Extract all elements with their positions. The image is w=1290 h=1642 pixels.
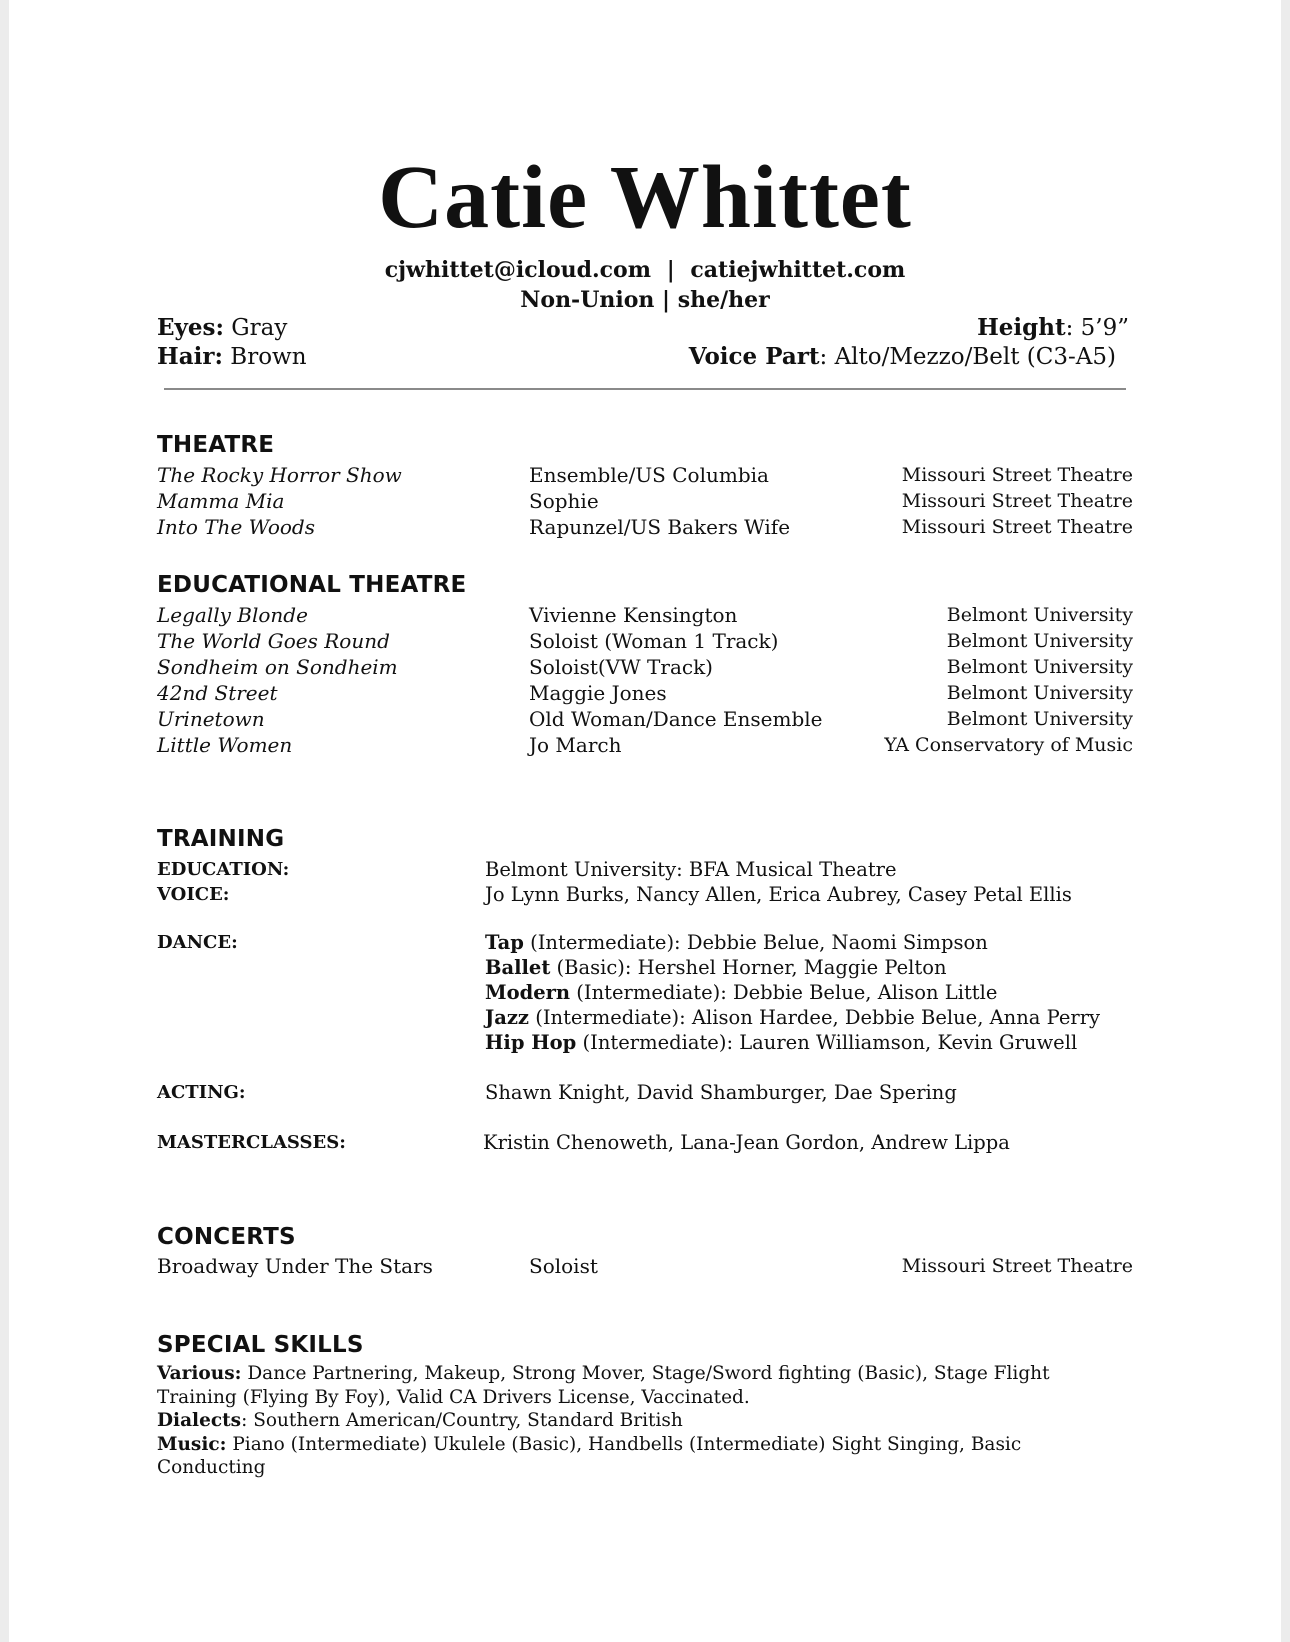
dance-style: Jazz [485,1006,530,1029]
contact-line [0,256,1290,284]
credit-venue: Belmont University [946,630,1133,652]
voice-part-stat [689,343,1116,371]
credit-role: Soloist(VW Track) [529,655,713,679]
credit-row [157,732,1133,758]
credit-show: The World Goes Round [157,629,390,653]
dance-style: Ballet [485,956,551,979]
skills-various [157,1362,1117,1409]
credit-venue: Belmont University [946,604,1133,626]
voice-training-value: Jo Lynn Burks, Nancy Allen, Erica Aubrey, Casey Petal Ellis [485,883,1072,906]
dance-detail: (Intermediate): Debbie Belue, Naomi Simpson [523,931,988,954]
credit-show: Broadway Under The Stars [157,1254,433,1278]
dance-label: DANCE: [157,932,238,953]
credit-role: Sophie [529,489,599,513]
education-value: Belmont University: BFA Musical Theatre [485,858,897,881]
skills-dialects-label: Dialects [157,1410,242,1431]
email: cjwhittet@icloud.com [384,257,652,283]
credit-row [157,706,1133,732]
credit-role: Rapunzel/US Bakers Wife [529,515,791,539]
theatre-heading: THEATRE [157,432,275,458]
credit-show: The Rocky Horror Show [157,463,402,487]
credit-role: Vivienne Kensington [529,603,738,627]
credit-show: Sondheim on Sondheim [157,655,398,679]
skills-various-label: Various: [157,1363,242,1384]
dance-training-list [485,930,1100,1055]
dance-detail: (Basic): Hershel Horner, Maggie Pelton [550,956,947,979]
hair-stat [157,343,307,371]
skills-dialects [157,1409,1117,1433]
resume-page [9,0,1281,1642]
eyes-value: Gray [231,315,288,341]
dance-item [485,980,1100,1005]
credit-role: Soloist (Woman 1 Track) [529,629,779,653]
credit-role: Soloist [529,1254,598,1278]
credit-show: Legally Blonde [157,603,308,627]
credit-venue: Belmont University [946,656,1133,678]
credit-show: 42nd Street [157,681,278,705]
hair-label: Hair: [157,343,223,370]
skills-various-value: Dance Partnering, Makeup, Strong Mover, Stage/Sword fighting (Basic), Stage Flight Training (Flying By Foy), Valid CA Drivers License, Vaccinated. [157,1363,1050,1408]
eyes-stat [157,314,287,342]
contact-separator: | [666,257,675,283]
skills-music [157,1433,1117,1480]
eyes-label: Eyes: [157,314,224,341]
dance-detail: (Intermediate): Debbie Belue, Alison Little [570,981,998,1004]
credit-role: Ensemble/US Columbia [529,463,769,487]
credit-role: Jo March [529,733,622,757]
acting-value: Shawn Knight, David Shamburger, Dae Spering [485,1081,957,1104]
dance-detail: (Intermediate): Lauren Williamson, Kevin Gruwell [576,1031,1078,1054]
credit-venue: YA Conservatory of Music [884,734,1133,756]
dance-style: Tap [485,931,524,954]
credit-row [157,488,1133,514]
credit-show: Mamma Mia [157,489,285,513]
dance-detail: (Intermediate): Alison Hardee, Debbie Belue, Anna Perry [529,1006,1101,1029]
dance-item [485,955,1100,980]
credit-venue: Belmont University [946,708,1133,730]
voice-part-label: Voice Part [688,343,820,370]
credit-venue: Missouri Street Theatre [901,1255,1133,1277]
educational-theatre-heading: EDUCATIONAL THEATRE [157,572,467,598]
hair-value: Brown [230,344,307,370]
training-heading: TRAINING [157,826,285,852]
concerts-heading: CONCERTS [157,1224,296,1250]
credit-show: Little Women [157,733,293,757]
credit-venue: Missouri Street Theatre [901,516,1133,538]
height-value: : 5’9” [1065,315,1129,341]
height-stat [977,314,1129,342]
credit-row [157,628,1133,654]
education-label: EDUCATION: [157,859,290,880]
special-skills-heading: SPECIAL SKILLS [157,1332,364,1358]
dance-item [485,1005,1100,1030]
skills-music-value: Piano (Intermediate) Ukulele (Basic), Handbells (Intermediate) Sight Singing, Basic Conducting [157,1433,1022,1478]
dance-style: Modern [485,981,571,1004]
dance-item [485,1030,1100,1055]
voice-part-value: : Alto/Mezzo/Belt (C3-A5) [819,344,1116,370]
actor-name: Catie Whittet [378,148,912,247]
dance-style: Hip Hop [485,1031,577,1054]
skills-music-label: Music: [157,1433,227,1455]
credit-row [157,514,1133,540]
credit-show: Urinetown [157,707,265,731]
skills-dialects-value: : Southern American/Country, Standard British [241,1410,683,1431]
header-divider [164,388,1126,390]
credit-venue: Missouri Street Theatre [901,464,1133,486]
voice-training-label: VOICE: [157,884,230,905]
credit-venue: Belmont University [946,682,1133,704]
masterclasses-label: MASTERCLASSES: [157,1132,346,1153]
credit-row [157,680,1133,706]
credit-show: Into The Woods [157,515,315,539]
credit-venue: Missouri Street Theatre [901,490,1133,512]
masterclasses-value: Kristin Chenoweth, Lana-Jean Gordon, Andrew Lippa [483,1131,1010,1154]
credit-row [157,462,1133,488]
credit-row [157,1253,1133,1279]
acting-label: ACTING: [157,1082,246,1103]
height-label: Height [977,314,1066,341]
special-skills-body [157,1362,1117,1480]
credit-row [157,602,1133,628]
credit-role: Maggie Jones [529,681,667,705]
dance-item [485,930,1100,955]
website: catiejwhittet.com [690,257,906,283]
credit-role: Old Woman/Dance Ensemble [529,707,823,731]
union-pronouns: Non-Union | she/her [520,287,770,313]
credit-row [157,654,1133,680]
